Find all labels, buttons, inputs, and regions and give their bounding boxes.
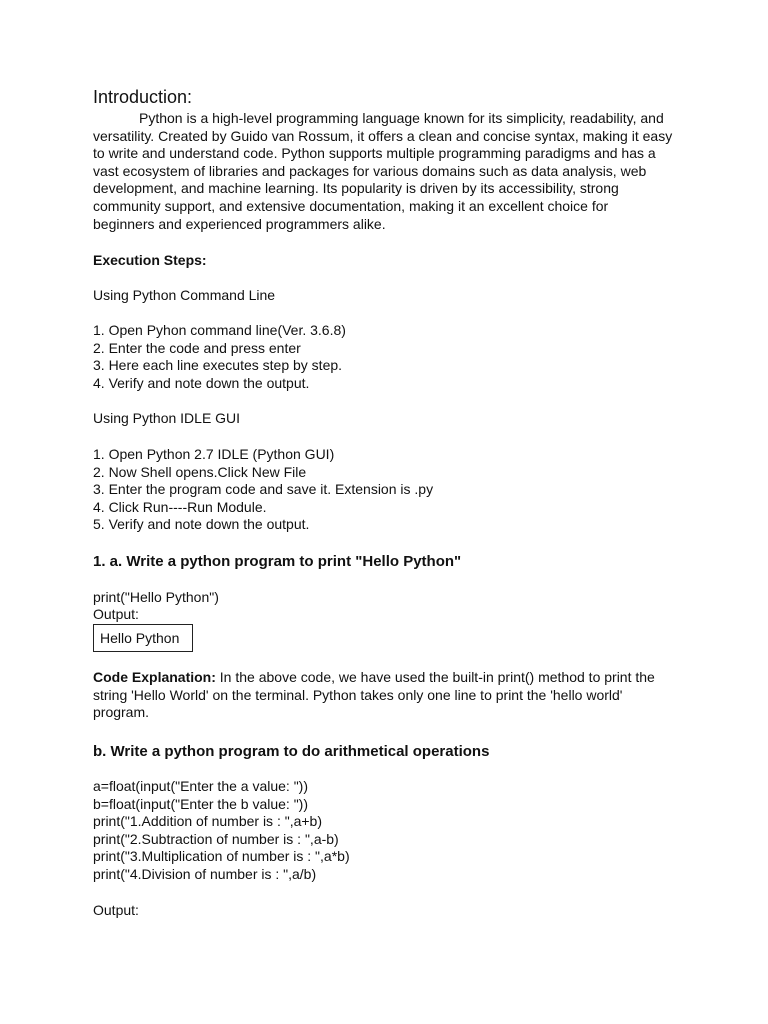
code-line: a=float(input("Enter the a value: "))	[93, 778, 308, 794]
explanation-label: Code Explanation:	[93, 669, 216, 685]
list-item: 4. Verify and note down the output.	[93, 374, 310, 391]
list-item: 1. Open Pyhon command line(Ver. 3.6.8)	[93, 322, 346, 338]
q2-output-label: Output:	[93, 902, 139, 918]
introduction-paragraph: Python is a high-level programming language known for its simplicity, readability, and versatility. Created by Guido van Rossum, it offers a clean and concise syntax, making it easy to write and understand code. Python supports multiple programming paradigms and has a vast ecosystem of libraries and packages for various domains such as data analysis, web development, and machine learning. Its popularity is driven by its accessibility, strong community support, and extensive documentation, making it an excellent choice for beginners and experienced programmers alike.	[93, 110, 673, 232]
q2-code-block	[93, 778, 673, 884]
question-1b-heading: b. Write a python program to do arithmetical operations	[93, 743, 490, 760]
command-line-steps	[93, 322, 673, 392]
question-1a-heading: 1. a. Write a python program to print "Hello Python"	[93, 553, 462, 570]
q1-output-label: Output:	[93, 606, 139, 622]
q1-output-box: Hello Python	[93, 624, 193, 652]
list-item: 3. Here each line executes step by step.	[93, 357, 343, 374]
explanation-text: In the above code, we have used the built-in print() method to print the string 'Hello World' on the terminal. Python takes only one line to print the 'hello world' program.	[93, 669, 655, 721]
list-item: 2. Now Shell opens.Click New File	[93, 463, 307, 480]
list-item: 2. Enter the code and press enter	[93, 339, 301, 356]
code-line: b=float(input("Enter the b value: "))	[93, 795, 308, 812]
list-item: 1. Open Python 2.7 IDLE (Python GUI)	[93, 446, 335, 462]
code-line: print("4.Division of number is : ",a/b)	[93, 865, 317, 882]
list-item: 3. Enter the program code and save it. Extension is .py	[93, 481, 434, 498]
q1-code-explanation	[93, 669, 673, 722]
code-line: print("1.Addition of number is : ",a+b)	[93, 813, 322, 830]
execution-steps-heading: Execution Steps:	[93, 252, 207, 268]
code-line: print("3.Multiplication of number is : ",a*b)	[93, 848, 350, 865]
idle-gui-subheading: Using Python IDLE GUI	[93, 410, 241, 426]
idle-gui-steps	[93, 446, 673, 534]
q1-code: print("Hello Python")	[93, 589, 219, 605]
command-line-subheading: Using Python Command Line	[93, 287, 276, 303]
list-item: 4. Click Run----Run Module.	[93, 498, 267, 515]
list-item: 5. Verify and note down the output.	[93, 516, 310, 533]
introduction-heading: Introduction:	[93, 87, 193, 107]
code-line: print("2.Subtraction of number is : ",a-b)	[93, 830, 339, 847]
